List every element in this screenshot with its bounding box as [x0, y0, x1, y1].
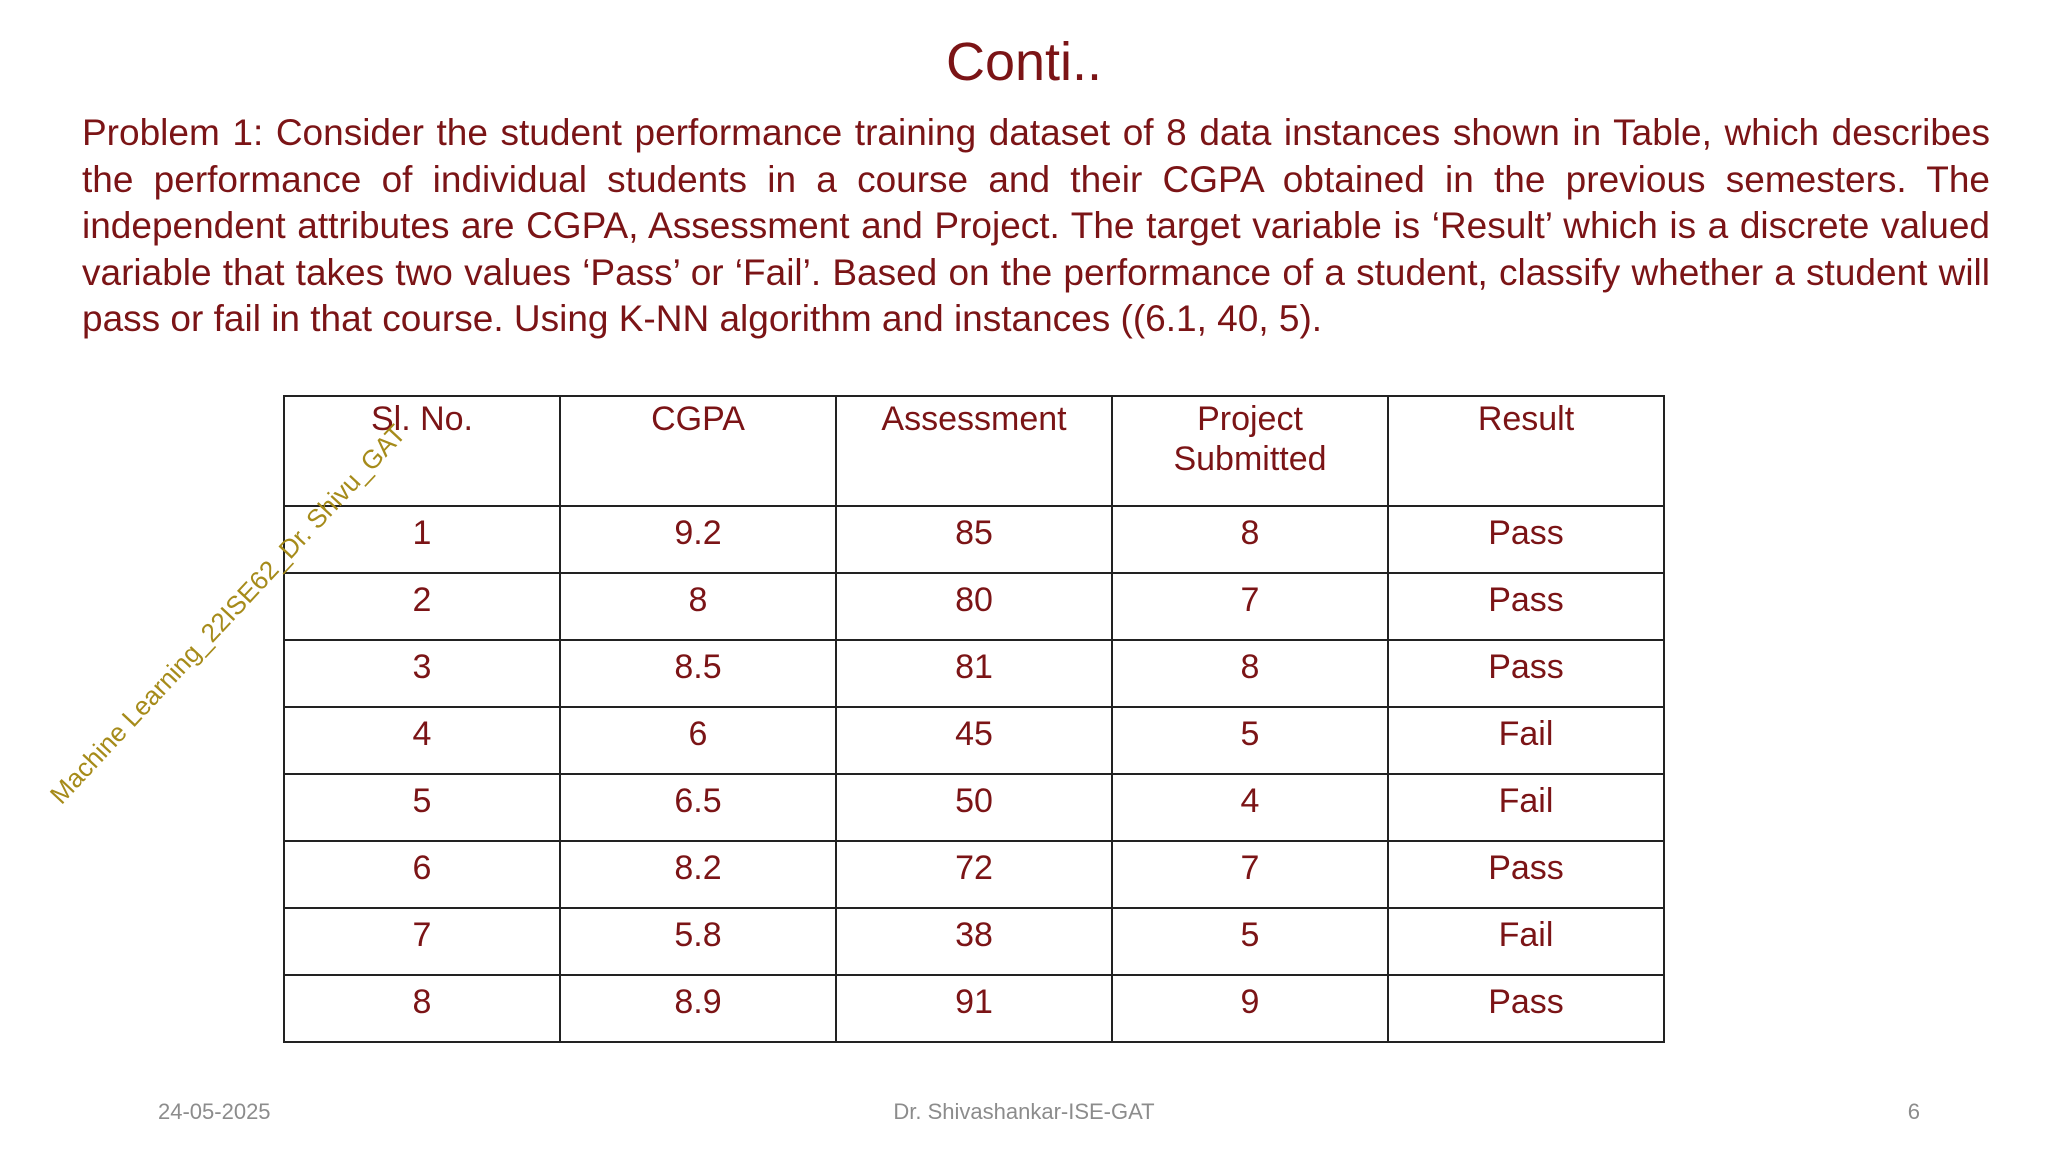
- table-row: [284, 908, 1664, 975]
- cell-sl-no: 7: [284, 908, 560, 975]
- cell-cgpa: 8.9: [560, 975, 836, 1042]
- table-row: [284, 506, 1664, 573]
- cell-cgpa: 8.2: [560, 841, 836, 908]
- cell-project: 5: [1112, 707, 1388, 774]
- cell-cgpa: 8: [560, 573, 836, 640]
- cell-sl-no: 1: [284, 506, 560, 573]
- table-header-row: [284, 396, 1664, 506]
- cell-assessment: 45: [836, 707, 1112, 774]
- header-cgpa: CGPA: [560, 396, 836, 506]
- cell-assessment: 85: [836, 506, 1112, 573]
- cell-sl-no: 5: [284, 774, 560, 841]
- cell-project: 5: [1112, 908, 1388, 975]
- slide-title: Conti..: [945, 32, 1103, 92]
- cell-sl-no: 3: [284, 640, 560, 707]
- cell-cgpa: 9.2: [560, 506, 836, 573]
- cell-result: Pass: [1388, 841, 1664, 908]
- table-row: [284, 573, 1664, 640]
- footer-author: Dr. Shivashankar-ISE-GAT: [893, 1099, 1155, 1124]
- cell-assessment: 50: [836, 774, 1112, 841]
- problem-statement: Problem 1: Consider the student performance training dataset of 8 data instances shown in Table, which describes the performance of individual students in a course and their CGPA obtained in the previous semesters. The independent attributes are CGPA, Assessment and Project. The target variable is ‘Result’ which is a discrete valued variable that takes two values ‘Pass’ or ‘Fail’. Based on the performance of a student, classify whether a student will pass or fail in that course. Using K-NN algorithm and instances ((6.1, 40, 5).: [82, 112, 1990, 339]
- cell-assessment: 91: [836, 975, 1112, 1042]
- student-performance-table: [283, 395, 1665, 1043]
- cell-assessment: 80: [836, 573, 1112, 640]
- cell-project: 8: [1112, 640, 1388, 707]
- table-row: [284, 707, 1664, 774]
- header-project-submitted: [1112, 396, 1388, 506]
- cell-project: 8: [1112, 506, 1388, 573]
- cell-sl-no: 8: [284, 975, 560, 1042]
- cell-assessment: 38: [836, 908, 1112, 975]
- cell-result: Pass: [1388, 640, 1664, 707]
- cell-project: 7: [1112, 841, 1388, 908]
- table-row: [284, 774, 1664, 841]
- cell-cgpa: 8.5: [560, 640, 836, 707]
- cell-result: Pass: [1388, 506, 1664, 573]
- cell-sl-no: 6: [284, 841, 560, 908]
- cell-result: Pass: [1388, 975, 1664, 1042]
- header-result: Result: [1388, 396, 1664, 506]
- cell-assessment: 81: [836, 640, 1112, 707]
- cell-cgpa: 6.5: [560, 774, 836, 841]
- table-row: [284, 841, 1664, 908]
- watermark: Machine Learning_22ISE62_Dr. Shivu_GAT: [43, 418, 412, 810]
- cell-result: Fail: [1388, 707, 1664, 774]
- header-sl-no: Sl. No.: [284, 396, 560, 506]
- header-project-submitted-label: Project Submitted: [1173, 400, 1327, 478]
- cell-project: 7: [1112, 573, 1388, 640]
- cell-assessment: 72: [836, 841, 1112, 908]
- cell-sl-no: 2: [284, 573, 560, 640]
- cell-result: Fail: [1388, 774, 1664, 841]
- header-assessment: Assessment: [836, 396, 1112, 506]
- cell-cgpa: 5.8: [560, 908, 836, 975]
- page-number: 6: [1907, 1099, 1920, 1124]
- cell-cgpa: 6: [560, 707, 836, 774]
- footer-date: 24-05-2025: [158, 1099, 271, 1124]
- table-row: [284, 640, 1664, 707]
- table-row: [284, 975, 1664, 1042]
- cell-sl-no: 4: [284, 707, 560, 774]
- cell-result: Fail: [1388, 908, 1664, 975]
- cell-project: 9: [1112, 975, 1388, 1042]
- cell-project: 4: [1112, 774, 1388, 841]
- cell-result: Pass: [1388, 573, 1664, 640]
